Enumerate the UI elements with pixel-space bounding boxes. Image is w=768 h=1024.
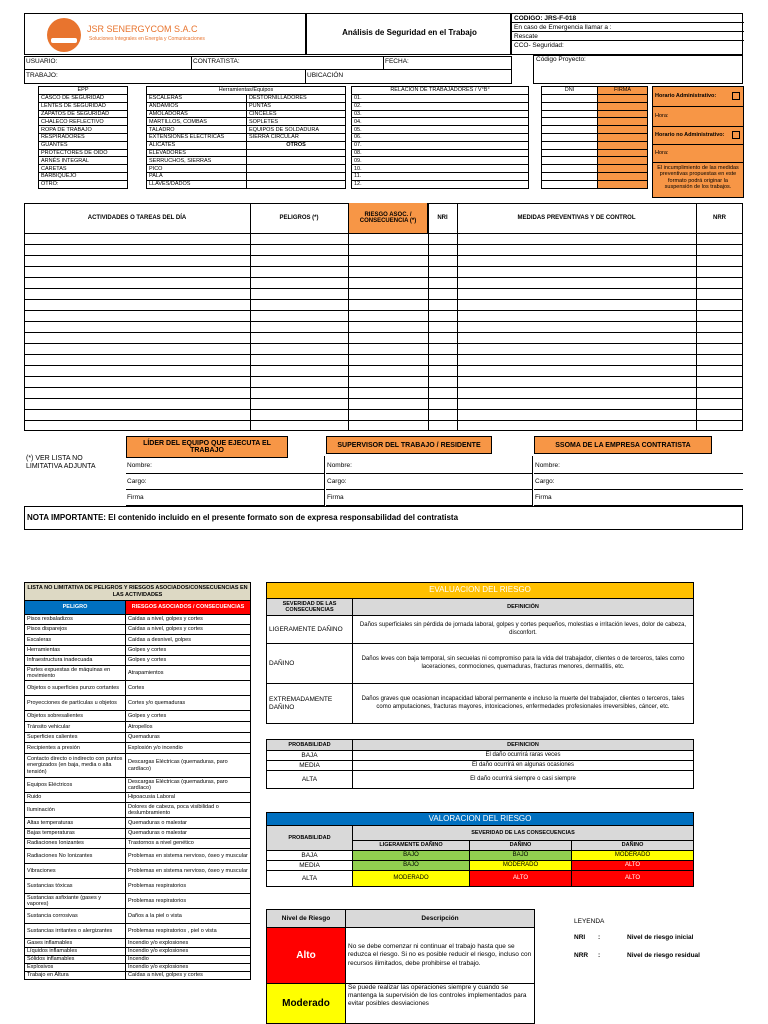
firma-cell[interactable] xyxy=(598,110,648,118)
valuation-level-cell: ALTO xyxy=(572,861,694,871)
tool-item[interactable]: ELEVADORES xyxy=(147,149,247,157)
activity-row-line xyxy=(24,288,743,289)
tool-empty-cell[interactable] xyxy=(247,165,346,173)
contratista-label: CONTRATISTA: xyxy=(193,58,240,65)
firma-cell[interactable] xyxy=(598,118,648,126)
hazard-cell: Partes expuestas de máquinas en movimiento xyxy=(25,666,126,681)
activity-row-line xyxy=(24,244,743,245)
riesgos-col-header: RIESGOS ASOCIADOS / CONSECUENCIAS xyxy=(126,601,251,615)
tool-item[interactable]: SIERRA CIRCULAR xyxy=(247,133,346,141)
tools-header: Herramientas/Equipos xyxy=(147,87,346,95)
supervisor-nombre[interactable]: Nombre: xyxy=(326,458,532,474)
tool-item[interactable]: CINCELES xyxy=(247,110,346,118)
leyenda-title: LEYENDA xyxy=(574,918,605,925)
horario-block xyxy=(652,86,744,198)
risk-valuation-table xyxy=(266,812,694,887)
hazard-cell: Proyecciones de partículas u objetos xyxy=(25,696,126,711)
firma-cell[interactable] xyxy=(598,126,648,134)
leyenda-sep-2: : xyxy=(598,952,601,959)
valuation-sev-col: DAÑINO xyxy=(470,841,572,851)
firma-cell[interactable] xyxy=(598,180,648,188)
evaluation-title: EVALUACION DEL RIESGO xyxy=(267,583,694,599)
col-riesgo: RIESGO ASOC. / CONSECUENCIA (*) xyxy=(348,203,428,233)
fecha-label: FECHA: xyxy=(385,58,409,65)
hazard-cell: Sustancias tóxicas xyxy=(25,879,126,894)
activity-row-line xyxy=(24,299,743,300)
nivel-alto: Alto xyxy=(267,928,346,984)
ssoma-firma[interactable]: Firma xyxy=(534,490,743,506)
hazard-cell: Altas temperaturas xyxy=(25,818,126,829)
activity-row-line xyxy=(24,398,743,399)
activity-col-divider xyxy=(428,203,429,431)
horario-admin-label: Horario Administrativo: xyxy=(655,93,717,99)
horario-admin-checkbox[interactable] xyxy=(732,92,740,100)
codigo-proyecto-cell xyxy=(533,55,743,84)
peligro-col-header: PELIGRO xyxy=(25,601,126,615)
hazard-cell: Herramientas xyxy=(25,646,126,656)
activity-row-line xyxy=(24,376,743,377)
hazard-cell: Radiaciones Ionizantes xyxy=(25,839,126,849)
valuation-level-cell: MODERADO xyxy=(470,861,572,871)
tool-otros-label: OTROS xyxy=(247,141,346,149)
severity-cell: DAÑINO xyxy=(267,644,353,684)
probability-definition-cell: El daño ocurrirá siempre o casi siempre xyxy=(353,771,694,789)
consequence-cell: Incendio y/o explosiones xyxy=(126,964,251,972)
company-tagline: Soluciones Integrales en Energía y Comunicaciones xyxy=(89,36,205,42)
probability-table xyxy=(266,739,694,789)
tool-item[interactable]: SOPLETES xyxy=(247,118,346,126)
consequence-cell: Explosión y/o incendio xyxy=(126,743,251,754)
epp-item[interactable]: CARETAS xyxy=(39,165,128,173)
consequence-cell: Caídas a nivel, golpes y cortes xyxy=(126,615,251,625)
emergency-label: En caso de Emergencia llamar a : xyxy=(512,23,744,32)
tool-item[interactable]: ANDAMIOS xyxy=(147,102,247,110)
activity-row-line xyxy=(24,332,743,333)
worker-row[interactable]: 09. xyxy=(352,157,529,165)
ver-lista-note: (*) VER LISTA NO LIMITATIVA ADJUNTA xyxy=(26,455,96,470)
activity-row-line xyxy=(24,310,743,311)
valuation-level-cell: BAJO xyxy=(353,861,470,871)
consequence-cell: Golpes y cortes xyxy=(126,656,251,666)
dni-cell[interactable] xyxy=(542,141,598,149)
supervisor-firma[interactable]: Firma xyxy=(326,490,532,506)
col-medidas: MEDIDAS PREVENTIVAS Y DE CONTROL xyxy=(517,215,636,221)
hazards-list-title: LISTA NO LIMITATIVA DE PELIGROS Y RIESGOS ASOCIADOS/CONSECUENCIAS EN LAS ACTIVIDADES xyxy=(25,583,251,601)
dni-header: DNI xyxy=(542,87,598,95)
tool-item[interactable]: EQUIPOS DE SOLDADURA xyxy=(247,126,346,134)
consequence-cell: Caídas a desnivel, golpes xyxy=(126,635,251,646)
leyenda-nri-desc: Nivel de riesgo inicial xyxy=(627,934,694,941)
tool-item[interactable]: ESCALERAS xyxy=(147,95,247,103)
consequence-cell: Cortes xyxy=(126,681,251,696)
activity-col-divider xyxy=(696,203,697,431)
consequence-cell: Dolores de cabeza, poca visibilidad o deslumbramiento xyxy=(126,803,251,818)
tool-item[interactable]: ALICATES xyxy=(147,141,247,149)
firma-cell[interactable] xyxy=(598,141,648,149)
tools-table xyxy=(146,86,346,189)
tool-empty-cell[interactable] xyxy=(247,157,346,165)
consequence-cell: Trastornos a nivel genético xyxy=(126,839,251,849)
worker-row[interactable]: 08. xyxy=(352,149,529,157)
hazards-list-table xyxy=(24,582,251,980)
lider-cargo[interactable]: Cargo: xyxy=(126,474,324,490)
col-nrr: NRR xyxy=(713,215,726,221)
tool-item[interactable]: TALADRO xyxy=(147,126,247,134)
activity-row-line xyxy=(24,354,743,355)
lider-header: LÍDER DEL EQUIPO QUE EJECUTA EL TRABAJO xyxy=(126,436,288,458)
probability-def-header: DEFINICION xyxy=(353,740,694,751)
horario-no-admin-checkbox[interactable] xyxy=(732,131,740,139)
cco-label: CCO- Seguridad: xyxy=(514,42,564,49)
hazard-cell: Tránsito vehicular xyxy=(25,722,126,733)
severity-definition-cell: Daños superficiales sin pérdida de jornada laboral, golpes y cortes pequeños, molestias e irritación leves, dolor de cabeza, disconfort. xyxy=(353,616,694,644)
activity-row-line xyxy=(24,387,743,388)
hazard-cell: Radiaciones No Ionizantes xyxy=(25,849,126,864)
dni-cell[interactable] xyxy=(542,95,598,103)
supervisor-header: SUPERVISOR DEL TRABAJO / RESIDENTE xyxy=(326,436,492,454)
dni-cell[interactable] xyxy=(542,126,598,134)
consequence-cell: Problemas en sistema nervioso, óseo y muscular xyxy=(126,849,251,864)
definition-col-header: DEFINICIÓN xyxy=(353,599,694,616)
worker-row[interactable]: 03. xyxy=(352,110,529,118)
leyenda-nrr: NRR xyxy=(574,952,589,959)
hazard-cell: Iluminación xyxy=(25,803,126,818)
probability-col-header: PROBABILIDAD xyxy=(267,740,353,751)
hazard-cell: Recipientes a presión xyxy=(25,743,126,754)
lider-nombre[interactable]: Nombre: xyxy=(126,458,324,474)
epp-item[interactable]: ARNÉS INTEGRAL xyxy=(39,157,128,165)
hazard-cell: Objetos sobresalientes xyxy=(25,711,126,722)
col-peligros: PELIGROS (*) xyxy=(279,215,319,221)
dni-firma-table xyxy=(541,86,648,189)
dni-cell[interactable] xyxy=(542,149,598,157)
tool-item[interactable]: SERRUCHOS, SIERRAS xyxy=(147,157,247,165)
trabajo-label: TRABAJO: xyxy=(26,72,58,79)
hazard-cell: Sólidos inflamables xyxy=(25,956,126,964)
valuation-level-cell: MODERADO xyxy=(353,871,470,887)
worker-row[interactable]: 10. xyxy=(352,165,529,173)
dni-cell[interactable] xyxy=(542,180,598,188)
nota-importante: NOTA IMPORTANTE: El contenido incluido en el presente formato son de expresa responsabilidad del contratista xyxy=(27,513,459,522)
hora-no-admin-label: Hora: xyxy=(655,150,669,156)
nivel-alto-desc: No se debe comenzar ni continuar el trabajo hasta que se reduzca el riesgo. Si no es posible reducir el riesgo, incluso con recursos ilimitados, debe prohibirse el trabajo. xyxy=(346,928,535,984)
valuation-prob-cell: ALTA xyxy=(267,871,353,887)
hazard-cell: Contacto directo o indirecto con puntos energizados (en baja, media o alta tensión) xyxy=(25,754,126,778)
company-logo-block xyxy=(24,13,306,55)
dni-cell[interactable] xyxy=(542,157,598,165)
consequence-cell: Incendio xyxy=(126,956,251,964)
severity-cell: LIGERAMENTE DAÑINO xyxy=(267,616,353,644)
ssoma-header: SSOMA DE LA EMPRESA CONTRATISTA xyxy=(534,436,712,454)
hazard-cell: Líquidos inflamables xyxy=(25,948,126,956)
valuation-prob-cell: MEDIA xyxy=(267,861,353,871)
worker-row[interactable]: 06. xyxy=(352,133,529,141)
consequence-cell: Quemaduras o malestar xyxy=(126,818,251,829)
hazard-cell: Vibraciones xyxy=(25,864,126,879)
col-actividades: ACTIVIDADES O TAREAS DEL DÍA xyxy=(87,215,187,221)
epp-item[interactable]: LENTES DE SEGURIDAD xyxy=(39,102,128,110)
usuario-label: USUARIO: xyxy=(26,58,58,65)
consequence-cell: Quemaduras o malestar xyxy=(126,829,251,839)
hazard-cell: Gases inflamables xyxy=(25,939,126,948)
code-block xyxy=(511,13,743,55)
firma-cell[interactable] xyxy=(598,95,648,103)
form-code: CODIGO: JRS-F-018 xyxy=(512,14,744,23)
nivel-moderado-desc: Se puede realizar las operaciones siempre y cuando se mantenga la supervisión de los controles implementados para evitar posibles desviaciones xyxy=(346,984,535,1024)
workers-header: RELACION DE TRABAJADORES / V°B° xyxy=(352,87,529,95)
firma-cell[interactable] xyxy=(598,157,648,165)
worker-row[interactable]: 01. xyxy=(352,95,529,103)
consequence-cell: Caídas a nivel, golpes y cortes xyxy=(126,972,251,980)
epp-item[interactable]: BARBIQUEJO xyxy=(39,172,128,180)
severity-definition-cell: Daños leves con baja temporal, sin secuelas ni compromiso para la vida del trabajador, clientes o de terceros, tales como laceraciones, conmociones, quemaduras, fracturas menores, dermatitis, etc. xyxy=(353,644,694,684)
worker-row[interactable]: 12. xyxy=(352,180,529,188)
hazard-cell: Explosivos xyxy=(25,964,126,972)
epp-item[interactable]: ROPA DE TRABAJO xyxy=(39,126,128,134)
epp-item[interactable]: PROTECTORES DE OIDO xyxy=(39,149,128,157)
valuation-level-cell: ALTO xyxy=(572,871,694,887)
valuation-level-cell: BAJO xyxy=(353,851,470,861)
tool-item[interactable]: PICO xyxy=(147,165,247,173)
probability-cell: ALTA xyxy=(267,771,353,789)
worker-row[interactable]: 05. xyxy=(352,126,529,134)
probability-definition-cell: El daño ocurrirá raras veces xyxy=(353,751,694,761)
consequence-cell: Hipoacusia Laboral xyxy=(126,793,251,803)
consequence-cell: Problemas respiratorios , piel o vista xyxy=(126,924,251,939)
leyenda-sep-1: : xyxy=(598,934,601,941)
consequence-cell: Caídas a nivel, golpes y cortes xyxy=(126,625,251,635)
hora-admin-label: Hora: xyxy=(655,113,669,119)
valuation-sev-col: LIGERAMENTE DAÑINO xyxy=(353,841,470,851)
leyenda-nri: NRI xyxy=(574,934,586,941)
tool-item[interactable]: DESTORNILLADORES xyxy=(247,95,346,103)
epp-item[interactable]: CASCO DE SEGURIDAD xyxy=(39,95,128,103)
rescue-label: Rescate xyxy=(512,32,744,41)
consequence-cell: Incendio y/o explosiones xyxy=(126,948,251,956)
risk-evaluation-table xyxy=(266,582,694,724)
nota-importante-box xyxy=(24,506,743,530)
tool-item[interactable]: PALA xyxy=(147,172,247,180)
firma-header: FIRMA xyxy=(598,87,648,95)
valuation-level-cell: BAJO xyxy=(470,851,572,861)
supervisor-cargo[interactable]: Cargo: xyxy=(326,474,532,490)
workers-table xyxy=(351,86,529,189)
incumplimiento-note: El incumplimiento de las medidas preventivas propuestas en este formato podrá originar la suspensión de los trabajos. xyxy=(653,163,743,197)
epp-table xyxy=(38,86,128,189)
tool-empty-cell[interactable] xyxy=(247,149,346,157)
lider-firma[interactable]: Firma xyxy=(126,490,324,506)
tool-item[interactable]: EXTENSIONES ELÉCTRICAS xyxy=(147,133,247,141)
activity-col-divider xyxy=(348,203,349,431)
firma-cell[interactable] xyxy=(598,165,648,173)
hazard-cell: Superficies calientes xyxy=(25,733,126,743)
activity-row-line xyxy=(24,420,743,421)
hazard-cell: Equipos Eléctricos xyxy=(25,778,126,793)
activity-row-line xyxy=(24,409,743,410)
dni-cell[interactable] xyxy=(542,172,598,180)
ssoma-cargo[interactable]: Cargo: xyxy=(534,474,743,490)
hazard-cell: Sustancias asfixiante (gases y vapores) xyxy=(25,894,126,909)
consequence-cell: Problemas respiratorios xyxy=(126,894,251,909)
tool-empty-cell[interactable] xyxy=(247,180,346,188)
risk-level-table xyxy=(266,909,535,1024)
firma-cell[interactable] xyxy=(598,102,648,110)
ubicacion-label: UBICACIÓN xyxy=(307,72,344,79)
desc-col-header: Descripción xyxy=(346,910,535,928)
valuation-prob-cell: BAJA xyxy=(267,851,353,861)
horario-admin-cell xyxy=(653,87,743,107)
consequence-cell: Golpes y cortes xyxy=(126,711,251,722)
worker-row[interactable]: 11. xyxy=(352,172,529,180)
hazard-cell: Bajas temperaturas xyxy=(25,829,126,839)
hazard-cell: Objetos o superficies punzo cortantes xyxy=(25,681,126,696)
firma-cell[interactable] xyxy=(598,133,648,141)
epp-item[interactable]: RESPIRADORES xyxy=(39,133,128,141)
page-title: Análisis de Seguridad en el Trabajo xyxy=(342,28,477,37)
activity-row-line xyxy=(24,266,743,267)
activities-table xyxy=(24,203,743,431)
consequence-cell: Incendio y/o explosiones xyxy=(126,939,251,948)
firma-cell[interactable] xyxy=(598,149,648,157)
dni-cell[interactable] xyxy=(542,102,598,110)
activity-row-line xyxy=(24,365,743,366)
worker-row[interactable]: 02. xyxy=(352,102,529,110)
col-nri: NRI xyxy=(437,215,448,221)
activity-row-line xyxy=(24,255,743,256)
hazard-cell: Pisos disparejos xyxy=(25,625,126,635)
tool-empty-cell[interactable] xyxy=(247,172,346,180)
activity-row-line xyxy=(24,321,743,322)
epp-header: EPP xyxy=(39,87,128,95)
company-logo-icon xyxy=(47,18,81,52)
severity-col-header: SEVERIDAD DE LAS CONSECUENCIAS xyxy=(267,599,353,616)
consequence-cell: Daños a la piel o vista xyxy=(126,909,251,924)
tool-item[interactable]: AMOLADORAS xyxy=(147,110,247,118)
probability-cell: BAJA xyxy=(267,751,353,761)
severity-definition-cell: Daños graves que ocasionan incapacidad laboral permanente e incluso la muerte del trabajador, clientes o terceros, tales como amputaciones, fracturas mayores, intoxicaciones, enfermedades profesionales irreversibles, cáncer, etc. xyxy=(353,684,694,724)
activity-header-divider xyxy=(24,233,743,234)
title-cell xyxy=(306,13,511,55)
valuation-level-cell: MODERADO xyxy=(572,851,694,861)
consequence-cell: Cortes y/o quemaduras xyxy=(126,696,251,711)
epp-item[interactable]: CHALECO REFLECTIVO xyxy=(39,118,128,126)
tool-item[interactable]: PUNTAS xyxy=(247,102,346,110)
nivel-col-header: Nivel de Riesgo xyxy=(267,910,346,928)
consequence-cell: Golpes y cortes xyxy=(126,646,251,656)
probability-cell: MEDIA xyxy=(267,761,353,771)
probability-definition-cell: El daño ocurrirá en algunas ocasiones xyxy=(353,761,694,771)
consequence-cell: Descargas Eléctricas (quemaduras, paro cardíaco) xyxy=(126,778,251,793)
hazard-cell: Escaleras xyxy=(25,635,126,646)
leyenda-nrr-desc: Nivel de riesgo residual xyxy=(627,952,700,959)
company-name: JSR SENERGYCOM S.A.C xyxy=(87,24,198,34)
worker-row[interactable]: 04. xyxy=(352,118,529,126)
consequence-cell: Problemas respiratorios xyxy=(126,879,251,894)
severity-cell: EXTREMADAMENTE DAÑINO xyxy=(267,684,353,724)
nivel-moderado: Moderado xyxy=(267,984,346,1024)
info-block xyxy=(24,56,512,84)
worker-row[interactable]: 07. xyxy=(352,141,529,149)
hazard-cell: Sustancias irritantes o alergizantes xyxy=(25,924,126,939)
firma-cell[interactable] xyxy=(598,172,648,180)
tool-item[interactable]: MARTILLOS, COMBAS xyxy=(147,118,247,126)
hazard-cell: Sustancia corrosivas xyxy=(25,909,126,924)
hazard-cell: Trabajo en Altura xyxy=(25,972,126,980)
consequence-cell: Descargas Eléctricas (quemaduras, paro cardíaco) xyxy=(126,754,251,778)
valuation-sev-col: DAÑINO xyxy=(572,841,694,851)
epp-item[interactable]: ZAPATOS DE SEGURIDAD xyxy=(39,110,128,118)
hazard-cell: Pisos resbaladizos xyxy=(25,615,126,625)
activity-col-divider xyxy=(250,203,251,431)
epp-item[interactable]: OTRO: xyxy=(39,180,128,188)
dni-cell[interactable] xyxy=(542,110,598,118)
valuation-prob-header: PROBABILIDAD xyxy=(267,826,353,851)
activity-row-line xyxy=(24,277,743,278)
horario-no-admin-label: Horario no Administrativo: xyxy=(655,132,725,138)
valuation-title: VALORACION DEL RIESGO xyxy=(267,813,694,826)
valuation-level-cell: ALTO xyxy=(470,871,572,887)
hazard-cell: Infraestructura inadecuada xyxy=(25,656,126,666)
consequence-cell: Problemas en sistema nervioso, óseo y muscular xyxy=(126,864,251,879)
activity-col-divider xyxy=(457,203,458,431)
activity-row-line xyxy=(24,343,743,344)
codigo-proyecto-label: Código Proyecto: xyxy=(536,56,586,63)
epp-item[interactable]: GUANTES xyxy=(39,141,128,149)
consequence-cell: Atropellos xyxy=(126,722,251,733)
hazard-cell: Ruido xyxy=(25,793,126,803)
consequence-cell: Quemaduras xyxy=(126,733,251,743)
tool-item[interactable]: LLAVES/DADOS xyxy=(147,180,247,188)
dni-cell[interactable] xyxy=(542,133,598,141)
consequence-cell: Atrapamientos xyxy=(126,666,251,681)
dni-cell[interactable] xyxy=(542,165,598,173)
valuation-sev-header: SEVERIDAD DE LAS CONSECUENCIAS xyxy=(353,826,694,841)
ssoma-nombre[interactable]: Nombre: xyxy=(534,458,743,474)
dni-cell[interactable] xyxy=(542,118,598,126)
